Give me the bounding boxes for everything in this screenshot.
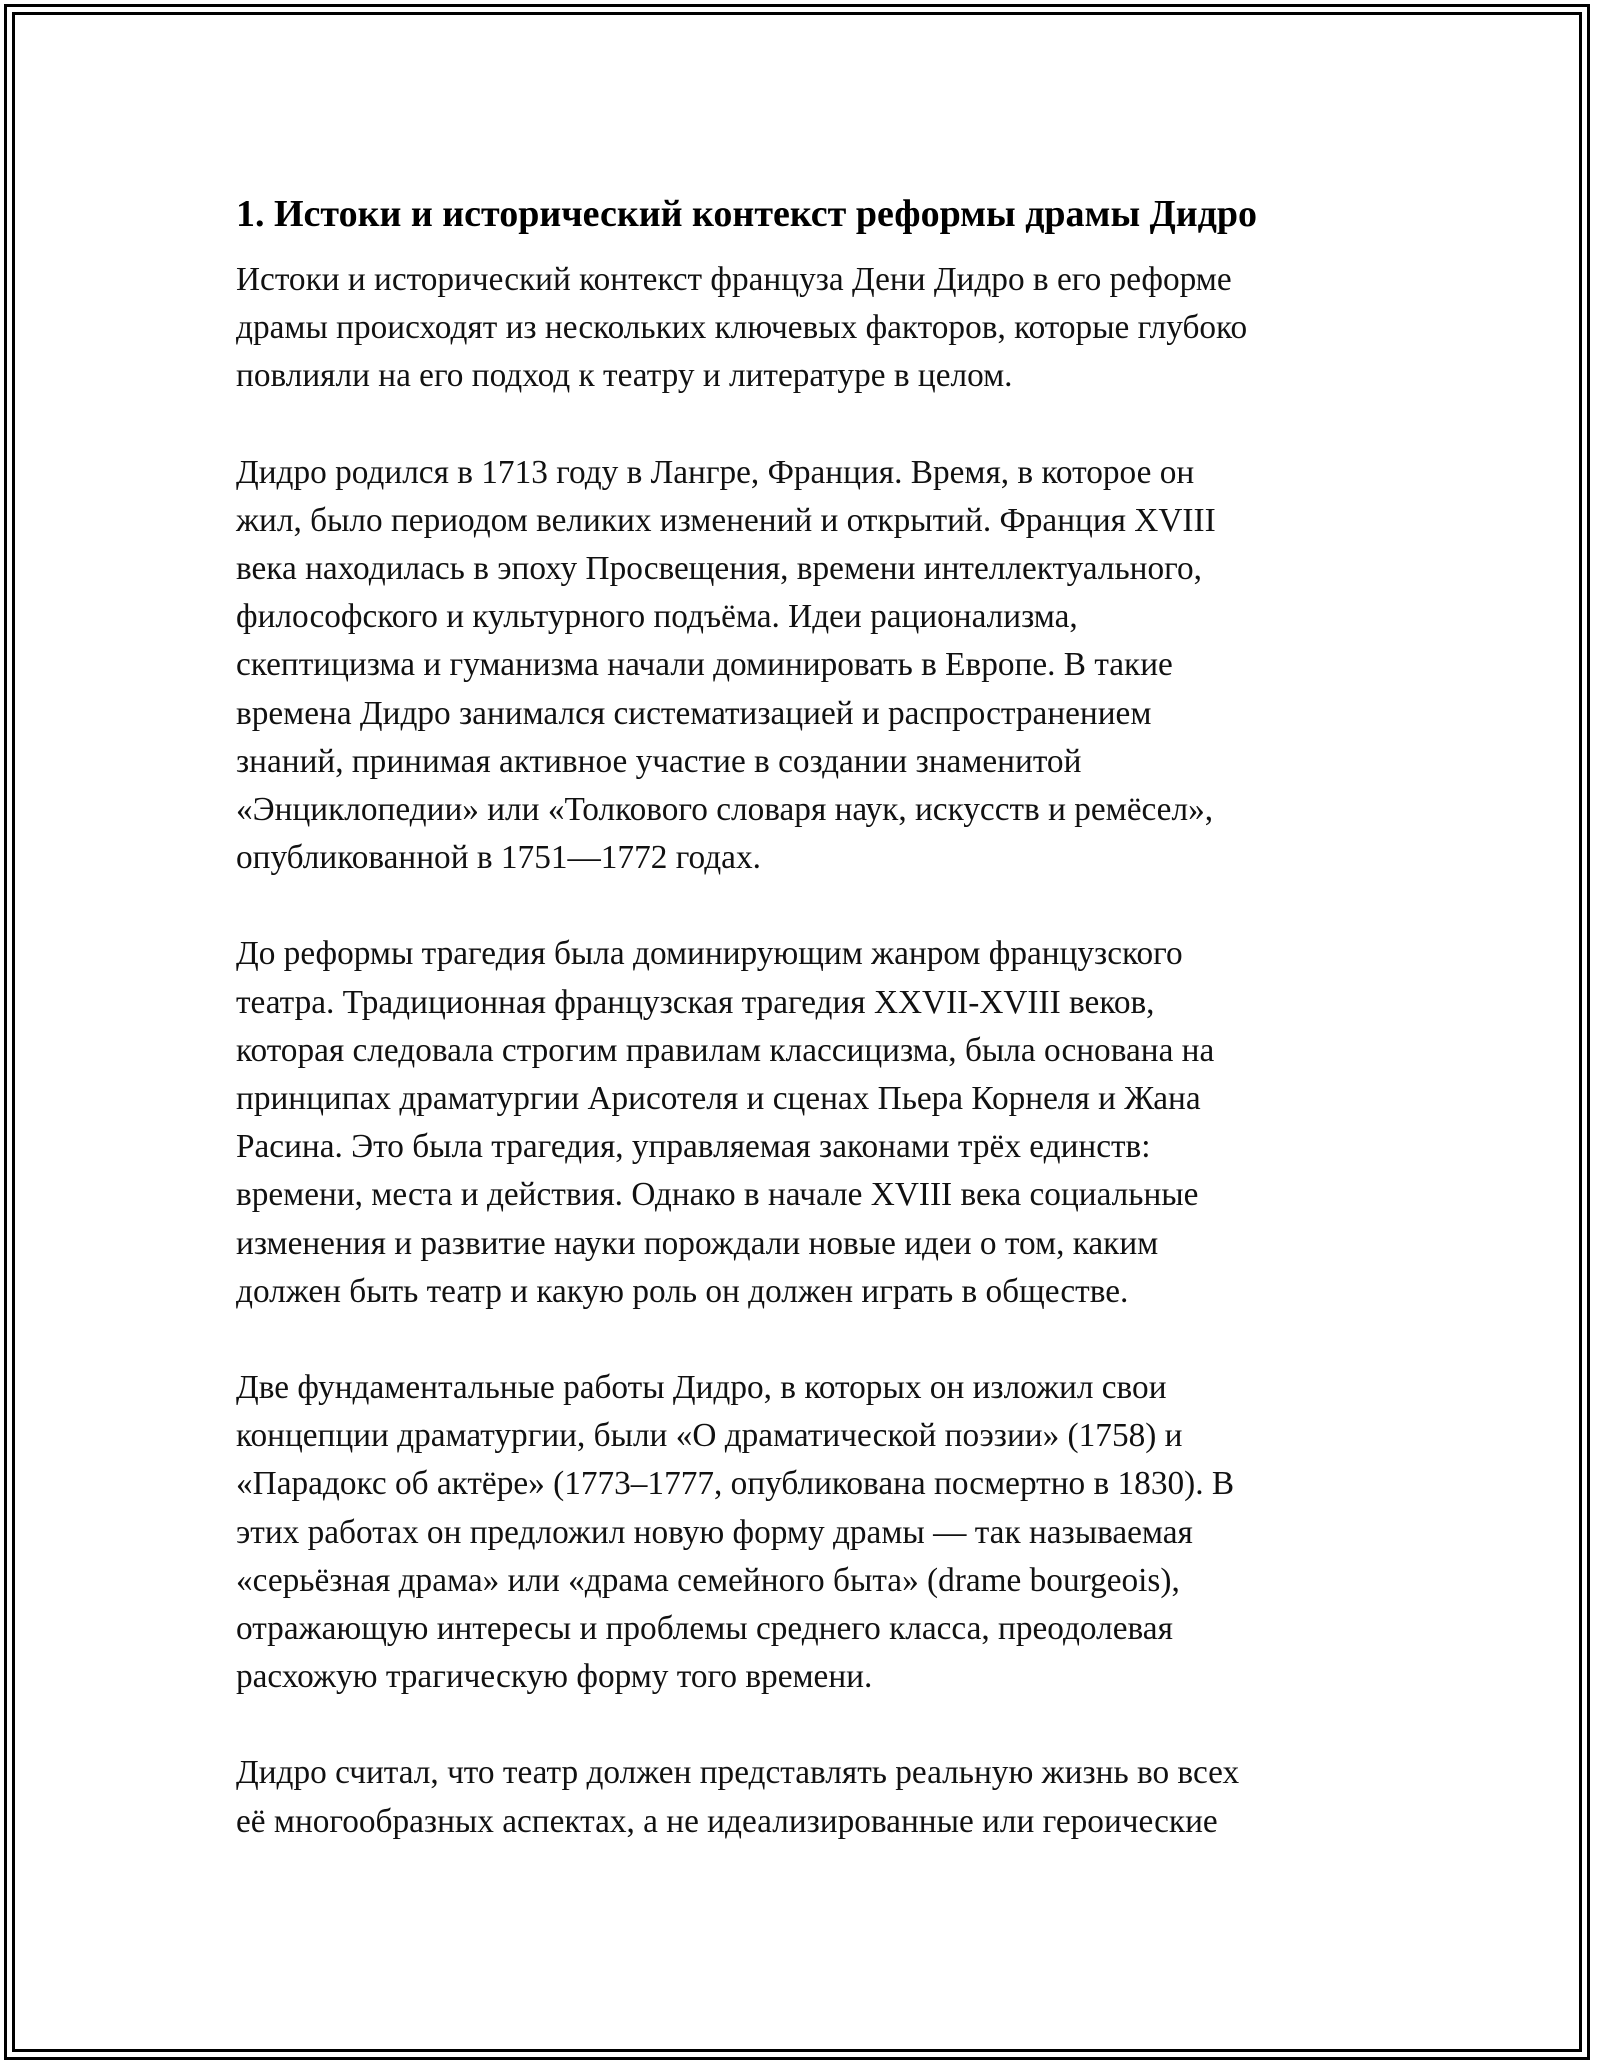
paragraph-line: «Парадокс об актёре» (1773–1777, опубликована посмертно в 1830). В <box>236 1465 1235 1503</box>
paragraph-line: Расина. Это была трагедия, управляемая законами трёх единств: <box>236 1128 1151 1166</box>
paragraph <box>236 449 1366 883</box>
paragraph-line: «Энциклопедии» или «Толкового словаря наук, искусств и ремёсел», <box>236 791 1214 829</box>
paragraph <box>236 1364 1366 1701</box>
document-body <box>236 256 1366 1846</box>
paragraph-line: театра. Традиционная французская трагедия XXVII-XVIII веков, <box>236 983 1155 1021</box>
paragraph-line: этих работах он предложил новую форму драмы — так называемая <box>236 1513 1193 1551</box>
section-heading: 1. Истоки и исторический контекст реформы драмы Дидро <box>236 193 1258 235</box>
paragraph-line: драмы происходят из нескольких ключевых факторов, которые глубоко <box>236 309 1248 347</box>
paragraph-line: Две фундаментальные работы Дидро, в которых он изложил свои <box>236 1369 1167 1407</box>
paragraph <box>236 930 1366 1316</box>
paragraph-line: её многообразных аспектах, а не идеализированные или героические <box>236 1802 1218 1840</box>
paragraph-line: принципах драматургии Арисотеля и сценах Пьера Корнеля и Жана <box>236 1080 1201 1118</box>
paragraph-line: повлияли на его подход к театру и литературе в целом. <box>236 357 1013 395</box>
paragraph-line: должен быть театр и какую роль он должен играть в обществе. <box>236 1272 1129 1310</box>
paragraph-line: времени, места и действия. Однако в начале XVIII века социальные <box>236 1176 1199 1214</box>
paragraph-line: которая следовала строгим правилам классицизма, была основана на <box>236 1031 1215 1069</box>
paragraph-line: философского и культурного подъёма. Идеи рационализма, <box>236 598 1078 636</box>
paragraph-line: отражающую интересы и проблемы среднего класса, преодолевая <box>236 1610 1173 1648</box>
document-page <box>236 186 1366 1894</box>
paragraph-line: До реформы трагедия была доминирующим жанром французского <box>236 935 1183 973</box>
paragraph <box>236 1749 1366 1845</box>
paragraph-line: скептицизма и гуманизма начали доминировать в Европе. В такие <box>236 646 1173 684</box>
paragraph-line: Дидро считал, что театр должен представлять реальную жизнь во всех <box>236 1754 1240 1792</box>
paragraph-line: опубликованной в 1751—1772 годах. <box>236 839 761 877</box>
paragraph-line: «серьёзная драма» или «драма семейного быта» (drame bourgeois), <box>236 1561 1180 1599</box>
paragraph-line: концепции драматургии, были «О драматической поэзии» (1758) и <box>236 1417 1183 1455</box>
paragraph-line: изменения и развитие науки порождали новые идеи о том, каким <box>236 1224 1159 1262</box>
paragraph-line: Истоки и исторический контекст француза Дени Дидро в его реформе <box>236 261 1232 298</box>
paragraph-line: жил, было периодом великих изменений и открытий. Франция XVIII <box>236 501 1216 539</box>
paragraph-line: знаний, принимая активное участие в создании знаменитой <box>236 742 1082 780</box>
paragraph-line: Дидро родился в 1713 году в Лангре, Франция. Время, в которое он <box>236 453 1195 491</box>
paragraph-line: расхожую трагическую форму того времени. <box>236 1658 873 1696</box>
paragraph-line: века находилась в эпоху Просвещения, времени интеллектуального, <box>236 550 1202 588</box>
paragraph <box>236 256 1366 401</box>
paragraph-line: времена Дидро занимался систематизацией и распространением <box>236 694 1152 732</box>
